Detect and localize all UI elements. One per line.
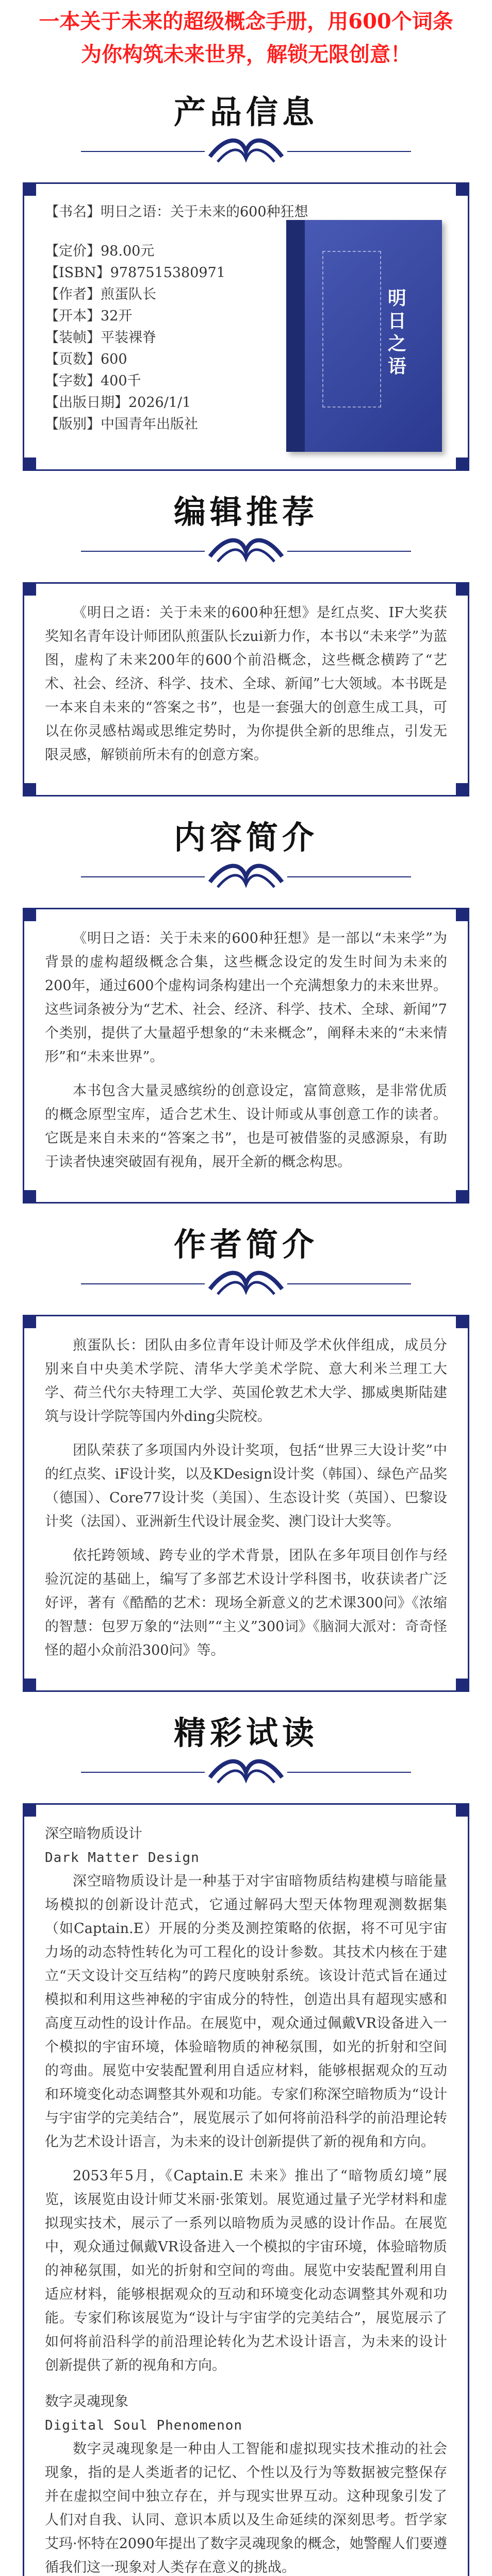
cover-title: 明日之语 bbox=[387, 287, 406, 377]
info-row: 【作者】煎蛋队长 bbox=[45, 286, 156, 302]
entry-paragraph: 数字灵魂现象是一种由人工智能和虚拟现实技术推动的社会现象，指的是人类逝者的记忆、个性以及行为等数据被完整保存并在虚拟空间中独立存在，并与现实世界互动。这种现象引发了人们对自我、认同、意识本质以及生命延续的深刻思考。哲学家艾玛·怀特在2090年提出了数字灵魂现象的概念，她警醒人们要遵循我们这一现象对人类存在意义的挑战。 bbox=[45, 2441, 447, 2575]
entry-heading-en: Digital Soul Phenomenon bbox=[45, 2418, 243, 2433]
entry-heading: 深空暗物质设计 bbox=[45, 1826, 142, 1842]
section-title-product-info: 产品信息 bbox=[173, 93, 318, 131]
excerpt-entry bbox=[45, 2390, 447, 2576]
author-paragraph: 依托跨领域、跨专业的学术背景，团队在多年项目创作与经验沉淀的基础上，编写了多部艺术设计学科图书，收获读者广泛好评，著有《酷酷的艺术：现场全新意义的艺术课300问》《浓缩的智慧：包罗万象的“法则”“主义”300词》《脑洞大派对：奇奇怪怪的超小众前沿300问》等。 bbox=[45, 1548, 447, 1658]
wave-ornament-icon bbox=[81, 536, 411, 567]
info-row: 【字数】400千 bbox=[45, 373, 141, 389]
product-info-card bbox=[23, 182, 469, 471]
editor-card bbox=[23, 582, 469, 796]
section-title-excerpt: 精彩试读 bbox=[173, 1714, 318, 1752]
section-title-author: 作者简介 bbox=[173, 1226, 318, 1263]
summary-paragraph: 《明日之语：关于未来的600种狂想》是一部以“未来学”为背景的虚构超级概念合集，这些概念设定的发生时间为未来的200年，通过600个虚构词条构建出一个充满想象力的未来世界。这些词条被分为“艺术、社会、经济、科学、技术、全球、新闻”7个类别，提供了大量超乎想象的“未来概念”，阐释未来的“未来情形”和“未来世界”。 bbox=[45, 930, 447, 1065]
banner-line-2: 为你构筑未来世界，解锁无限创意！ bbox=[81, 42, 411, 66]
info-row: 【定价】98.00元 bbox=[45, 243, 155, 259]
summary-paragraph: 本书包含大量灵感缤纷的创意设定，富简意赅，是非常优质的概念原型宝库，适合艺术生、设计师或从事创意工作的读者。它既是来自未来的“答案之书”，也是可被借鉴的灵感源泉，有助于读者快速突破固有视角，展开全新的概念构思。 bbox=[45, 1083, 447, 1170]
author-card bbox=[23, 1315, 469, 1692]
info-row: 【页数】600 bbox=[45, 351, 127, 367]
section-header-editor bbox=[0, 471, 492, 567]
section-header-excerpt bbox=[0, 1692, 492, 1788]
wave-ornament-icon bbox=[81, 861, 411, 892]
wave-ornament-icon bbox=[81, 1757, 411, 1788]
author-paragraph: 团队荣获了多项国内外设计奖项，包括“世界三大设计奖”中的红点奖、iF设计奖，以及KDesign设计奖（韩国）、绿色产品奖（德国）、Core77设计奖（美国）、生态设计奖（英国）、巴黎设计奖（法国）、亚洲新生代设计展金奖、澳门设计大奖等。 bbox=[45, 1443, 447, 1530]
excerpt-card bbox=[23, 1803, 469, 2576]
info-row: 【装帧】平装裸脊 bbox=[45, 330, 156, 346]
section-header-author bbox=[0, 1204, 492, 1299]
wave-ornament-icon bbox=[81, 1268, 411, 1299]
info-title-row: 【书名】明日之语：关于未来的600种狂想 bbox=[45, 204, 308, 220]
section-header-summary bbox=[0, 796, 492, 892]
info-row: 【开本】32开 bbox=[45, 308, 133, 324]
entry-heading-en: Dark Matter Design bbox=[45, 1850, 200, 1866]
entry-paragraph: 2053年5月，《Captain.E 未来》推出了“暗物质幻境”展览，该展览由设计师艾米丽·张策划。展览通过量子光学材料和虚拟现实技术，展示了一系列以暗物质为灵感的设计作品。在展览中，观众通过佩戴VR设备进入一个模拟的宇宙环境，体验暗物质的神秘氛围，如光的折射和空间的弯曲。展览中安装配置利用自适应材料，能够根据观众的互动和环境变化动态调整其外观和功能。专家们称该展览为“设计与宇宙学的完美结合”，展览展示了如何将前沿科学的前沿理论转化为艺术设计语言，为未来的设计创新提供了新的视角和方向。 bbox=[45, 2168, 447, 2374]
summary-card bbox=[23, 908, 469, 1204]
banner-line-1: 一本关于未来的超级概念手册，用600个词条 bbox=[39, 9, 453, 33]
excerpt-entry bbox=[45, 1822, 447, 2378]
wave-ornament-icon bbox=[81, 136, 411, 167]
product-info-list bbox=[45, 241, 286, 452]
promo-banner bbox=[0, 0, 492, 71]
info-row: 【ISBN】9787515380971 bbox=[45, 265, 225, 281]
entry-paragraph: 深空暗物质设计是一种基于对宇宙暗物质结构建模与暗能量场模拟的创新设计范式，它通过解码大型天体物理观测数据集（如Captain.E）开展的分类及测控策略的依据，将不可见宇宙力场的动态特性转化为可工程化的设计参数。其技术内核在于建立“天文设计交互结构”的跨尺度映射系统。该设计范式旨在通过模拟和利用这些神秘的宇宙成分的特性，创造出具有超现实感和高度互动性的设计作品。在展览中，观众通过佩戴VR设备进入一个模拟的宇宙环境，体验暗物质的神秘氛围，如光的折射和空间的弯曲。展览中安装配置利用自适应材料，能够根据观众的互动和环境变化动态调整其外观和功能。专家们称深空暗物质为“设计与宇宙学的完美结合”，展览展示了如何将前沿科学的前沿理论转化为艺术设计语言，为未来的设计创新提供了新的视角和方向。 bbox=[45, 1873, 447, 2150]
section-title-editor: 编辑推荐 bbox=[173, 493, 318, 531]
editor-paragraph: 《明日之语：关于未来的600种狂想》是红点奖、IF大奖获奖知名青年设计师团队煎蛋队长zui新力作，本书以“未来学”为蓝图，虚构了未来200年的600个前沿概念，这些概念横跨了“艺术、社会、经济、科学、技术、全球、新闻”七大领域。本书既是一本来自未来的“答案之书”，也是一套强大的创意生成工具，可以在你灵感枯竭或思维定势时，为你提供全新的思维点，引发无限灵感，解锁前所未有的创意方案。 bbox=[45, 605, 447, 763]
book-cover-image bbox=[286, 220, 442, 452]
info-row: 【出版日期】2026/1/1 bbox=[45, 395, 191, 411]
section-header-product-info bbox=[0, 71, 492, 167]
entry-heading: 数字灵魂现象 bbox=[45, 2394, 128, 2410]
info-row: 【版别】中国青年出版社 bbox=[45, 416, 198, 432]
section-title-summary: 内容简介 bbox=[173, 819, 318, 856]
author-paragraph: 煎蛋队长：团队由多位青年设计师及学术伙伴组成，成员分别来自中央美术学院、清华大学美术学院、意大利米兰理工大学、荷兰代尔夫特理工大学、英国伦敦艺术大学、挪威奥斯陆建筑与设计学院等国内外ding尖院校。 bbox=[45, 1337, 447, 1425]
